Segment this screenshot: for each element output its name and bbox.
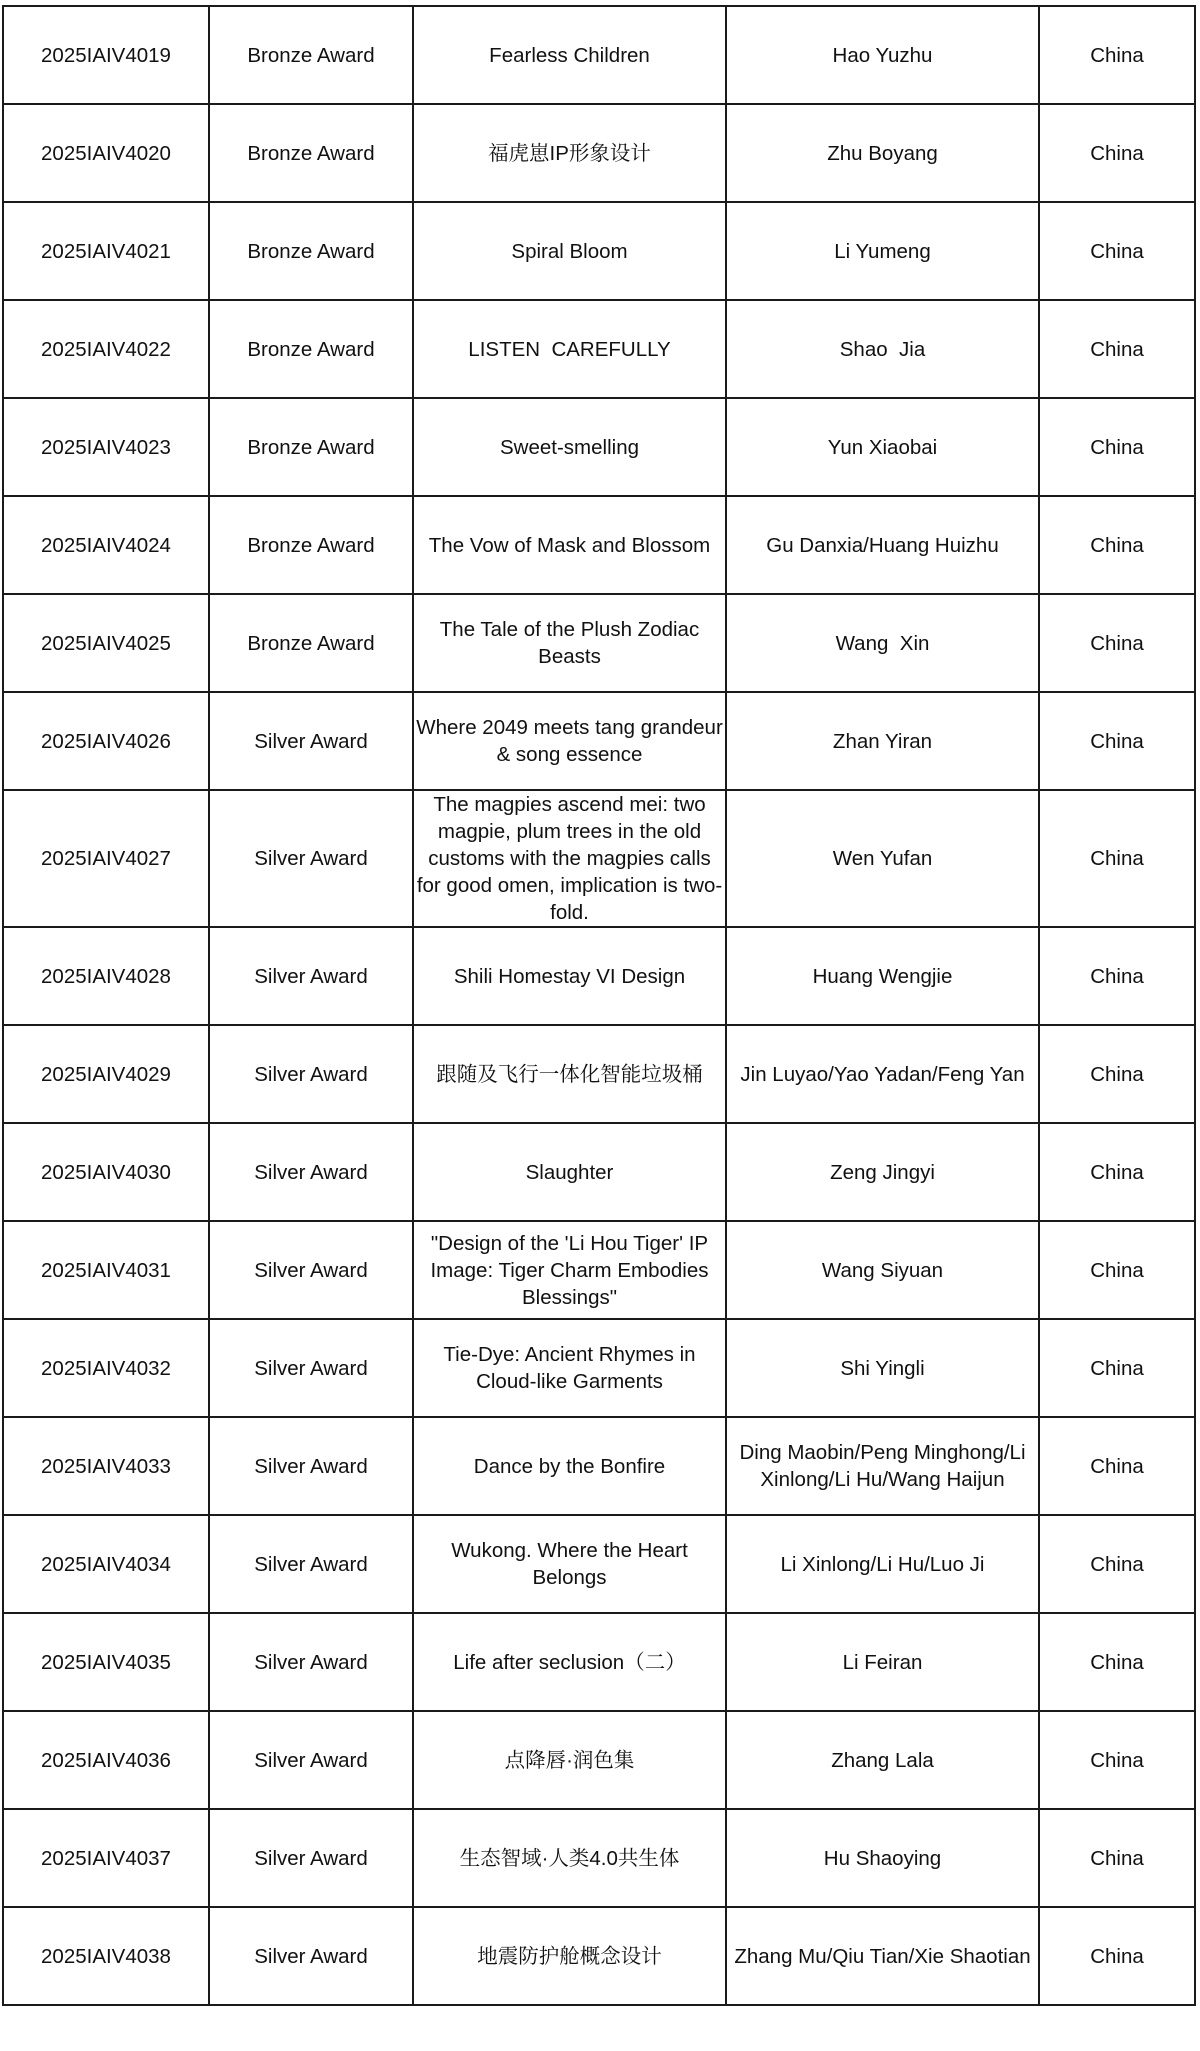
table-row (3, 1809, 1195, 1907)
award-cell: Silver Award (209, 1515, 413, 1613)
entry-id-cell: 2025IAIV4037 (3, 1809, 209, 1907)
table-row (3, 594, 1195, 692)
country-cell: China (1039, 1907, 1195, 2005)
country-cell: China (1039, 790, 1195, 927)
author-cell: Zhu Boyang (726, 104, 1039, 202)
country-cell: China (1039, 1319, 1195, 1417)
country-cell: China (1039, 1613, 1195, 1711)
work-title-cell: 福虎崽IP形象设计 (413, 104, 726, 202)
entry-id-cell: 2025IAIV4031 (3, 1221, 209, 1319)
table-row (3, 300, 1195, 398)
entry-id-cell: 2025IAIV4032 (3, 1319, 209, 1417)
table-row (3, 104, 1195, 202)
author-cell: Zhang Lala (726, 1711, 1039, 1809)
author-cell: Wang Xin (726, 594, 1039, 692)
award-cell: Silver Award (209, 1711, 413, 1809)
author-cell: Zhan Yiran (726, 692, 1039, 790)
entry-id-cell: 2025IAIV4036 (3, 1711, 209, 1809)
author-cell: Shi Yingli (726, 1319, 1039, 1417)
entry-id-cell: 2025IAIV4023 (3, 398, 209, 496)
work-title-cell: The Vow of Mask and Blossom (413, 496, 726, 594)
work-title-cell: "Design of the 'Li Hou Tiger' IP Image: Tiger Charm Embodies Blessings" (413, 1221, 726, 1319)
entry-id-cell: 2025IAIV4019 (3, 6, 209, 104)
author-cell: Hu Shaoying (726, 1809, 1039, 1907)
work-title-cell: 生态智域·人类4.0共生体 (413, 1809, 726, 1907)
entry-id-cell: 2025IAIV4022 (3, 300, 209, 398)
award-cell: Bronze Award (209, 594, 413, 692)
entry-id-cell: 2025IAIV4034 (3, 1515, 209, 1613)
author-cell: Ding Maobin/Peng Minghong/Li Xinlong/Li Hu/Wang Haijun (726, 1417, 1039, 1515)
work-title-cell: The Tale of the Plush Zodiac Beasts (413, 594, 726, 692)
entry-id-cell: 2025IAIV4020 (3, 104, 209, 202)
table-row (3, 1711, 1195, 1809)
work-title-cell: 跟随及飞行一体化智能垃圾桶 (413, 1025, 726, 1123)
table-row (3, 1221, 1195, 1319)
work-title-cell: Dance by the Bonfire (413, 1417, 726, 1515)
entry-id-cell: 2025IAIV4035 (3, 1613, 209, 1711)
table-row (3, 1613, 1195, 1711)
work-title-cell: 地震防护舱概念设计 (413, 1907, 726, 2005)
country-cell: China (1039, 1025, 1195, 1123)
entry-id-cell: 2025IAIV4038 (3, 1907, 209, 2005)
country-cell: China (1039, 202, 1195, 300)
author-cell: Yun Xiaobai (726, 398, 1039, 496)
country-cell: China (1039, 1221, 1195, 1319)
country-cell: China (1039, 6, 1195, 104)
entry-id-cell: 2025IAIV4028 (3, 927, 209, 1025)
award-cell: Silver Award (209, 1613, 413, 1711)
table-row (3, 1417, 1195, 1515)
work-title-cell: 点降唇·润色集 (413, 1711, 726, 1809)
country-cell: China (1039, 496, 1195, 594)
award-cell: Bronze Award (209, 202, 413, 300)
award-cell: Silver Award (209, 927, 413, 1025)
table-row (3, 1319, 1195, 1417)
award-cell: Silver Award (209, 1123, 413, 1221)
author-cell: Gu Danxia/Huang Huizhu (726, 496, 1039, 594)
work-title-cell: Fearless Children (413, 6, 726, 104)
award-cell: Silver Award (209, 1319, 413, 1417)
entry-id-cell: 2025IAIV4027 (3, 790, 209, 927)
author-cell: Li Xinlong/Li Hu/Luo Ji (726, 1515, 1039, 1613)
country-cell: China (1039, 104, 1195, 202)
award-cell: Silver Award (209, 1907, 413, 2005)
author-cell: Wen Yufan (726, 790, 1039, 927)
author-cell: Shao Jia (726, 300, 1039, 398)
author-cell: Wang Siyuan (726, 1221, 1039, 1319)
table-row (3, 1907, 1195, 2005)
country-cell: China (1039, 1809, 1195, 1907)
author-cell: Zhang Mu/Qiu Tian/Xie Shaotian (726, 1907, 1039, 2005)
work-title-cell: Life after seclusion（二） (413, 1613, 726, 1711)
work-title-cell: Slaughter (413, 1123, 726, 1221)
author-cell: Huang Wengjie (726, 927, 1039, 1025)
award-cell: Silver Award (209, 1417, 413, 1515)
work-title-cell: Wukong. Where the Heart Belongs (413, 1515, 726, 1613)
entry-id-cell: 2025IAIV4030 (3, 1123, 209, 1221)
table-row (3, 202, 1195, 300)
author-cell: Jin Luyao/Yao Yadan/Feng Yan (726, 1025, 1039, 1123)
country-cell: China (1039, 300, 1195, 398)
award-cell: Silver Award (209, 692, 413, 790)
award-cell: Silver Award (209, 1025, 413, 1123)
work-title-cell: Where 2049 meets tang grandeur & song essence (413, 692, 726, 790)
work-title-cell: LISTEN CAREFULLY (413, 300, 726, 398)
award-cell: Bronze Award (209, 104, 413, 202)
entry-id-cell: 2025IAIV4025 (3, 594, 209, 692)
work-title-cell: Spiral Bloom (413, 202, 726, 300)
entry-id-cell: 2025IAIV4021 (3, 202, 209, 300)
award-cell: Silver Award (209, 1809, 413, 1907)
award-cell: Silver Award (209, 1221, 413, 1319)
country-cell: China (1039, 692, 1195, 790)
award-cell: Bronze Award (209, 398, 413, 496)
entry-id-cell: 2025IAIV4024 (3, 496, 209, 594)
country-cell: China (1039, 594, 1195, 692)
country-cell: China (1039, 1417, 1195, 1515)
awards-table (2, 5, 1196, 2006)
author-cell: Hao Yuzhu (726, 6, 1039, 104)
work-title-cell: Shili Homestay VI Design (413, 927, 726, 1025)
work-title-cell: Tie-Dye: Ancient Rhymes in Cloud-like Garments (413, 1319, 726, 1417)
award-cell: Silver Award (209, 790, 413, 927)
awards-table-body (3, 6, 1195, 2005)
author-cell: Zeng Jingyi (726, 1123, 1039, 1221)
award-cell: Bronze Award (209, 6, 413, 104)
country-cell: China (1039, 398, 1195, 496)
table-row (3, 790, 1195, 927)
entry-id-cell: 2025IAIV4029 (3, 1025, 209, 1123)
country-cell: China (1039, 1123, 1195, 1221)
table-row (3, 1123, 1195, 1221)
award-cell: Bronze Award (209, 496, 413, 594)
table-row (3, 927, 1195, 1025)
entry-id-cell: 2025IAIV4033 (3, 1417, 209, 1515)
table-row (3, 6, 1195, 104)
table-row (3, 1025, 1195, 1123)
author-cell: Li Feiran (726, 1613, 1039, 1711)
country-cell: China (1039, 1711, 1195, 1809)
author-cell: Li Yumeng (726, 202, 1039, 300)
country-cell: China (1039, 1515, 1195, 1613)
table-row (3, 398, 1195, 496)
table-row (3, 692, 1195, 790)
country-cell: China (1039, 927, 1195, 1025)
work-title-cell: Sweet-smelling (413, 398, 726, 496)
work-title-cell: The magpies ascend mei: two magpie, plum trees in the old customs with the magpies calls for good omen, implication is two-fold. (413, 790, 726, 927)
entry-id-cell: 2025IAIV4026 (3, 692, 209, 790)
table-row (3, 1515, 1195, 1613)
table-row (3, 496, 1195, 594)
award-cell: Bronze Award (209, 300, 413, 398)
